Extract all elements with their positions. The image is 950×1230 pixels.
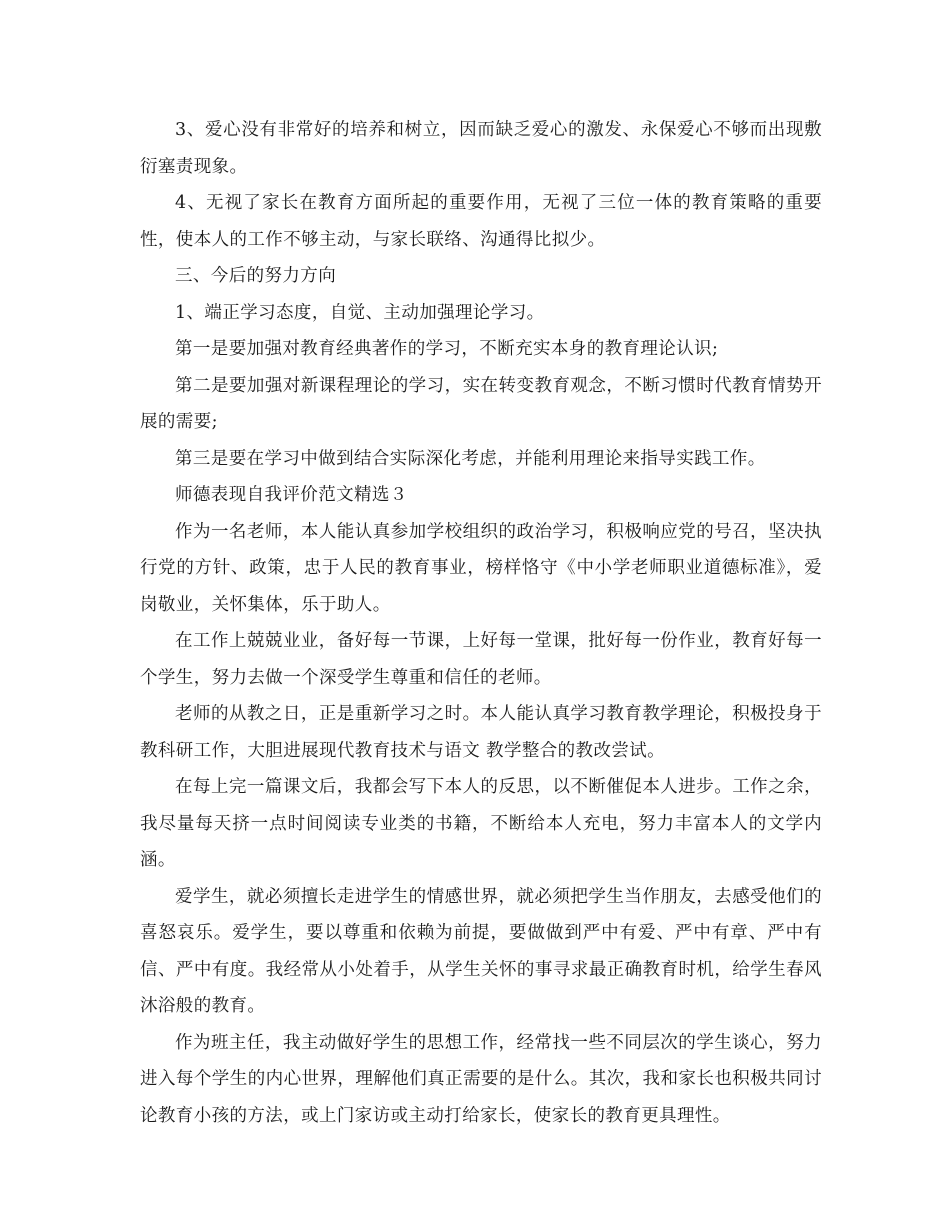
paragraph: 4、无视了家长在教育方面所起的重要作用，无视了三位一体的教育策略的重要性，使本人的工作不够主动，与家长联络、沟通得比拟少。 [140,193,822,250]
paragraph: 第二是要加强对新课程理论的学习，实在转变教育观念，不断习惯时代教育情势开展的需要; [140,375,822,432]
paragraph: 第一是要加强对教育经典著作的学习，不断充实本身的教育理论认识; [175,339,719,359]
paragraph: 在工作上兢兢业业，备好每一节课，上好每一堂课，批好每一份作业，教育好每一个学生，努力去做一个深受学生尊重和信任的老师。 [140,631,822,688]
paragraph: 作为班主任，我主动做好学生的思想工作，经常找一些不同层次的学生谈心，努力进入每个学生的内心世界，理解他们真正需要的是什么。其次，我和家长也积极共同讨论教育小孩的方法，或上门家访或主动打给家长，使家长的教育更具理性。 [140,1032,822,1126]
paragraph: 老师的从教之日，正是重新学习之时。本人能认真学习教育教学理论，积极投身于教科研工作，大胆进展现代教育技术与语文 教学整合的教改尝试。 [140,704,822,761]
paragraph: 第三是要在学习中做到结合实际深化考虑，并能利用理论来指导实践工作。 [175,448,766,469]
paragraph: 在每上完一篇课文后，我都会写下本人的反思，以不断催促本人进步。工作之余，我尽量每天挤一点时间阅读专业类的书籍，不断给本人充电，努力丰富本人的文学内涵。 [140,777,822,870]
paragraph: 作为一名老师，本人能认真参加学校组织的政治学习，积极响应党的号召，坚决执行党的方针、政策，忠于人民的教育事业，榜样恪守《中小学老师职业道德标准》，爱岗敬业，关怀集体，乐于助人。 [140,521,822,615]
paragraph: 爱学生，就必须擅长走进学生的情感世界，就必须把学生当作朋友，去感受他们的喜怒哀乐。爱学生，要以尊重和依赖为前提，要做做到严中有爱、严中有章、严中有信、严中有度。我经常从小处着手，从学生关怀的事寻求最正确教育时机，给学生春风沐浴般的教育。 [140,886,822,1016]
paragraph: 1、端正学习态度，自觉、主动加强理论学习。 [175,302,545,323]
paragraph: 3、爱心没有非常好的培养和树立，因而缺乏爱心的激发、永保爱心不够而出现敷衍塞责现象。 [140,120,822,177]
section-heading: 师德表现自我评价范文精选３ [175,485,408,505]
document-body [140,112,822,1134]
section-heading: 三、今后的努力方向 [175,266,337,286]
